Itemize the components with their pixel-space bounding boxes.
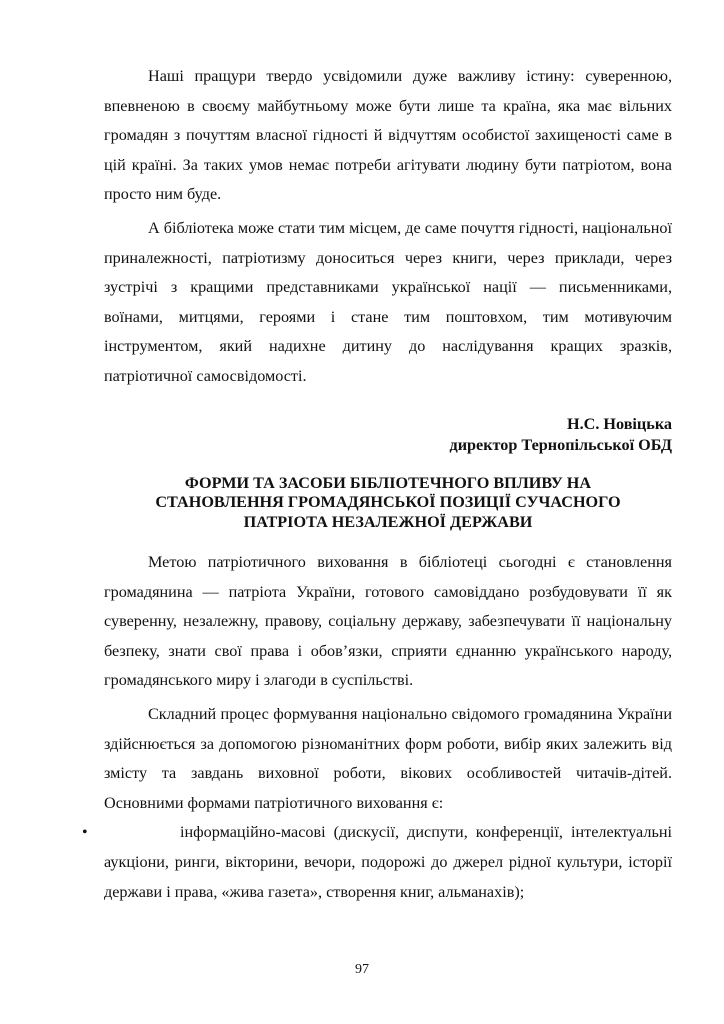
author-position: директор Тернопільської ОБД	[449, 435, 672, 454]
paragraph-process: Складний процес формування національно свідомого громадянина України здійснюється за допомогою різноманітних форм роботи, вибір яких залежить від змісту та завдань виховної роботи, вікових особливостей читачів-дітей. Основними формами патріотичного виховання є:	[104, 705, 672, 812]
paragraph-library: А бібліотека може стати тим місцем, де саме почуття гідності, національної приналежності, патріотизму доноситься через книги, через приклади, через зустрічі з кращими представниками української нації — письменниками, воїнами, митцями, героями і стане тим поштовхом, тим мотивуючим інструментом, який надихне дитину до наслідування кращих зразків, патріотичної самосвідомості.	[104, 218, 672, 385]
paragraph-goal: Метою патріотичного виховання в бібліотеці сьогодні є становлення громадянина — патріота України, готового самовіддано розбудовувати її як суверенну, незалежну, правову, соціальну державу, забезпечувати її національну безпеку, знати свої права і обов’язки, сприяти єднанню українського народу, громадянського миру і злагоди в суспільстві.	[104, 553, 672, 690]
section-heading: ФОРМИ ТА ЗАСОБИ БІБЛІОТЕЧНОГО ВПЛИВУ НА СТАНОВЛЕННЯ ГРОМАДЯНСЬКОЇ ПОЗИЦІЇ СУЧАСНОГО ПАТРІОТА НЕЗАЛЕЖНОЇ ДЕРЖАВИ	[155, 473, 621, 531]
page-number: 97	[355, 962, 369, 977]
list-item	[82, 818, 672, 907]
author-signature	[104, 414, 672, 456]
bullet-icon: •	[82, 824, 88, 842]
paragraph-ancestors: Наші пращури твердо усвідомили дуже важливу істину: суверенною, впевненою в своєму майбутньому може бути лише та країна, яка має вільних громадян з почуттям власної гідності й відчуттям особистої захищеності саме в цій країні. За таких умов немає потреби агітувати людину бути патріотом, вона просто ним буде.	[104, 67, 672, 204]
bullet-text: інформаційно-масові (дискусії, диспути, конференції, інтелектуальні аукціони, ринги, вікторини, вечори, подорожі до джерел рідної культури, історії держави і права, «жива газета», створення книг, альманахів);	[104, 823, 672, 901]
author-name: Н.С. Новіцька	[566, 414, 672, 433]
document-page	[82, 62, 672, 907]
